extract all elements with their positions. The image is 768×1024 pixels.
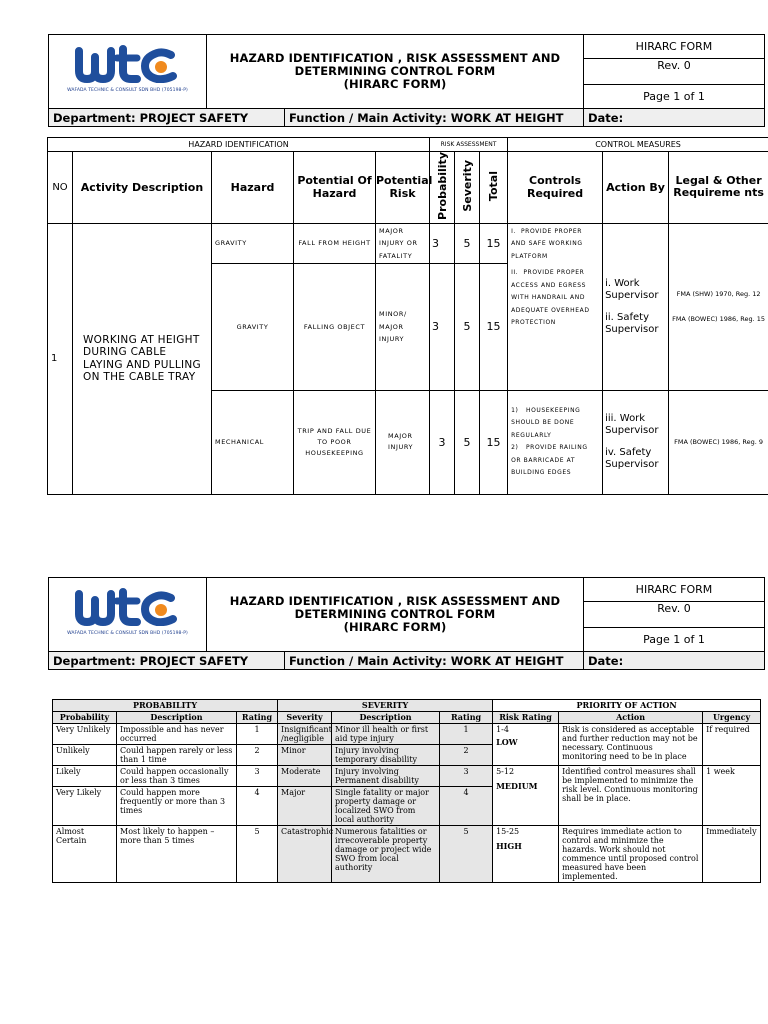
control-item-1: I. PROVIDE PROPER AND SAFE WORKING PLATFORM [511,227,583,260]
date-1: Date: [584,109,765,127]
high-urgency: Immediately [703,826,761,883]
probability-1: 3 [430,223,455,263]
control-item-3: 1) HOUSEKEEPING SHOULD BE DONE REGULARLY [511,406,581,439]
date-2: Date: [584,652,765,670]
sev-4: Major [278,787,332,826]
prob-desc-4: Could happen more frequently or more than 3 times [117,787,237,826]
risk-1: MAJOR INJURY OR FATALITY [376,223,430,263]
prob-desc-1: Impossible and has never occurred [117,724,237,745]
hazard-1: GRAVITY [212,223,294,263]
sev-col-1: Severity [278,712,332,724]
priority-title: PRIORITY OF ACTION [493,700,761,712]
function-2: Function / Main Activity: WORK AT HEIGHT [285,652,584,670]
prob-col-2: Description [117,712,237,724]
form-title-2 [207,578,584,652]
col-action-by: Action By [603,152,669,224]
severity-1: 5 [455,223,480,263]
action-item-4: iv. Safety Supervisor [605,447,659,471]
pri-col-2: Action [559,712,703,724]
legal-a [669,223,768,390]
prob-desc-5: Most likely to happen – more than 5 times [117,826,237,883]
prob-rating-1: 1 [237,724,278,745]
section-hazard-identification: HAZARD IDENTIFICATION [48,138,430,152]
sev-desc-2: Injury involving temporary disability [332,745,440,766]
legal-item-1: FMA (SHW) 1970, Reg. 12 [676,289,761,298]
col-potential-risk: Potential Risk [376,152,430,224]
hazard-3: MECHANICAL [212,390,294,494]
priority-high [493,826,559,883]
dept-row-1 [48,108,765,127]
col-severity: Severity [455,152,480,224]
low-level: LOW [496,737,518,747]
control-item-4: 2) PROVIDE RAILING OR BARRICADE AT BUILDING EDGES [511,444,588,477]
sev-1: Insignificant /negligible [278,724,332,745]
page-number-2: Page 1 of 1 [584,628,765,652]
form-name: HIRARC FORM [584,35,765,59]
logo-cell-2 [49,578,207,652]
action-by-a [603,223,669,390]
section-risk-assessment: RISK ASSESSMENT [430,138,508,152]
controls-a [508,223,603,390]
medium-urgency: 1 week [703,766,761,826]
high-range: 15-25 [496,827,520,836]
medium-action: Identified control measures shall be implemented to minimize the risk level. Continuous monitoring shall be in place. [559,766,703,826]
total-3: 15 [480,390,508,494]
company-logo-2 [63,585,193,641]
high-level: HIGH [496,841,522,851]
prob-rating-3: 3 [237,766,278,787]
wtc-logo-icon [73,45,181,83]
control-item-2: II. PROVIDE PROPER ACCESS AND EGRESS WITH HANDRAIL AND ADEQUATE OVERHEAD PROTECTION [511,269,590,327]
legend-row: Very Likely [53,787,117,826]
hazard-table [47,137,768,495]
form-header-1 [48,34,765,109]
hazard-2: GRAVITY [212,263,294,390]
priority-low [493,724,559,766]
sev-desc-4: Single fatality or major property damage or localized SWO from local authority [332,787,440,826]
wtc-logo-icon-2 [73,588,181,626]
action-item-1: i. Work Supervisor [605,277,659,301]
sev-5: Catastrophic [278,826,332,883]
risk-2: MINOR/ MAJOR INJURY [376,263,430,390]
total-2: 15 [480,263,508,390]
prob-rating-2: 2 [237,745,278,766]
pri-col-3: Urgency [703,712,761,724]
sev-3: Moderate [278,766,332,787]
col-no: NO [48,152,73,224]
probability-3: 3 [430,390,455,494]
high-action: Requires immediate action to control and minimize the hazards. Work should not commence until proposed control measured have been implemented. [559,826,703,883]
sev-desc-1: Minor ill health or first aid type injury [332,724,440,745]
prob-desc-3: Could happen occasionally or less than 3 times [117,766,237,787]
sev-rating-2: 2 [440,745,493,766]
revision-2: Rev. 0 [584,602,765,628]
sev-desc-3: Injury involving Permanent disability [332,766,440,787]
sev-rating-3: 3 [440,766,493,787]
col-potential-of-hazard: Potential Of Hazard [294,152,376,224]
low-range: 1-4 [496,725,509,734]
prob-rating-4: 4 [237,787,278,826]
potential-2: FALLING OBJECT [294,263,376,390]
sev-rating-4: 4 [440,787,493,826]
total-1: 15 [480,223,508,263]
revision: Rev. 0 [584,59,765,85]
col-total: Total [480,152,508,224]
controls-b [508,390,603,494]
risk-3: MAJOR INJURY [376,390,430,494]
logo-dot [155,61,167,73]
form-name-2: HIRARC FORM [584,578,765,602]
prob-rating-5: 5 [237,826,278,883]
activity-description: WORKING AT HEIGHT DURING CABLE LAYING AND PULLING ON THE CABLE TRAY [73,223,212,494]
prob-desc-2: Could happen rarely or less than 1 time [117,745,237,766]
form-header-2 [48,577,765,652]
prob-col-1: Probability [53,712,117,724]
action-item-2: ii. Safety Supervisor [605,311,659,335]
prob-col-3: Rating [237,712,278,724]
legal-item-2: FMA (BOWEC) 1986, Reg. 15 [672,314,766,323]
page-number: Page 1 of 1 [584,85,765,109]
severity-3: 5 [455,390,480,494]
potential-1: FALL FROM HEIGHT [294,223,376,263]
title-line-3: (HIRARC FORM) [343,77,447,91]
probability-title: PROBABILITY [53,700,278,712]
low-action: Risk is considered as acceptable and further reduction may not be necessary. Continuous monitoring need to be in place [559,724,703,766]
pri-col-1: Risk Rating [493,712,559,724]
severity-title: SEVERITY [278,700,493,712]
company-name: WAFADA TECHNIC & CONSULT SDN BHD (705198-P) [67,87,188,93]
severity-2: 5 [455,263,480,390]
title-line-2b: DETERMINING CONTROL FORM [294,607,496,621]
row-number: 1 [48,223,73,494]
action-by-b [603,390,669,494]
company-logo [63,42,193,98]
risk-legend-table [52,699,761,883]
department-2: Department: PROJECT SAFETY [49,652,285,670]
legal-b: FMA (BOWEC) 1986, Reg. 9 [669,390,768,494]
legend-row: Very Unlikely [53,724,117,745]
section-control-measures: CONTROL MEASURES [508,138,768,152]
col-legal: Legal & Other Requireme nts [669,152,768,224]
potential-3: TRIP AND FALL DUE TO POOR HOUSEKEEPING [294,390,376,494]
company-name-2: WAFADA TECHNIC & CONSULT SDN BHD (705198-P) [67,630,188,636]
col-controls: Controls Required [508,152,603,224]
medium-level: MEDIUM [496,781,538,791]
title-line-1b: HAZARD IDENTIFICATION , RISK ASSESSMENT AND [229,594,561,608]
logo-cell [49,35,207,109]
col-hazard: Hazard [212,152,294,224]
sev-col-3: Rating [440,712,493,724]
dept-row-2 [48,651,765,670]
low-urgency: If required [703,724,761,766]
sev-col-2: Description [332,712,440,724]
department-1: Department: PROJECT SAFETY [49,109,285,127]
form-title [207,35,584,109]
title-line-3b: (HIRARC FORM) [343,620,447,634]
medium-range: 5-12 [496,767,515,776]
sev-rating-5: 5 [440,826,493,883]
legend-row: Almost Certain [53,826,117,883]
legend-row: Unlikely [53,745,117,766]
sev-rating-1: 1 [440,724,493,745]
priority-medium [493,766,559,826]
sev-desc-5: Numerous fatalities or irrecoverable property damage or project wide SWO from local authority [332,826,440,883]
action-item-3: iii. Work Supervisor [605,413,659,437]
legend-row: Likely [53,766,117,787]
probability-2: 3 [430,263,455,390]
sev-2: Minor [278,745,332,766]
title-line-1: HAZARD IDENTIFICATION , RISK ASSESSMENT AND [229,51,561,65]
col-activity: Activity Description [73,152,212,224]
title-line-2: DETERMINING CONTROL FORM [294,64,496,78]
function-1: Function / Main Activity: WORK AT HEIGHT [285,109,584,127]
col-probability: Probability [430,152,455,224]
